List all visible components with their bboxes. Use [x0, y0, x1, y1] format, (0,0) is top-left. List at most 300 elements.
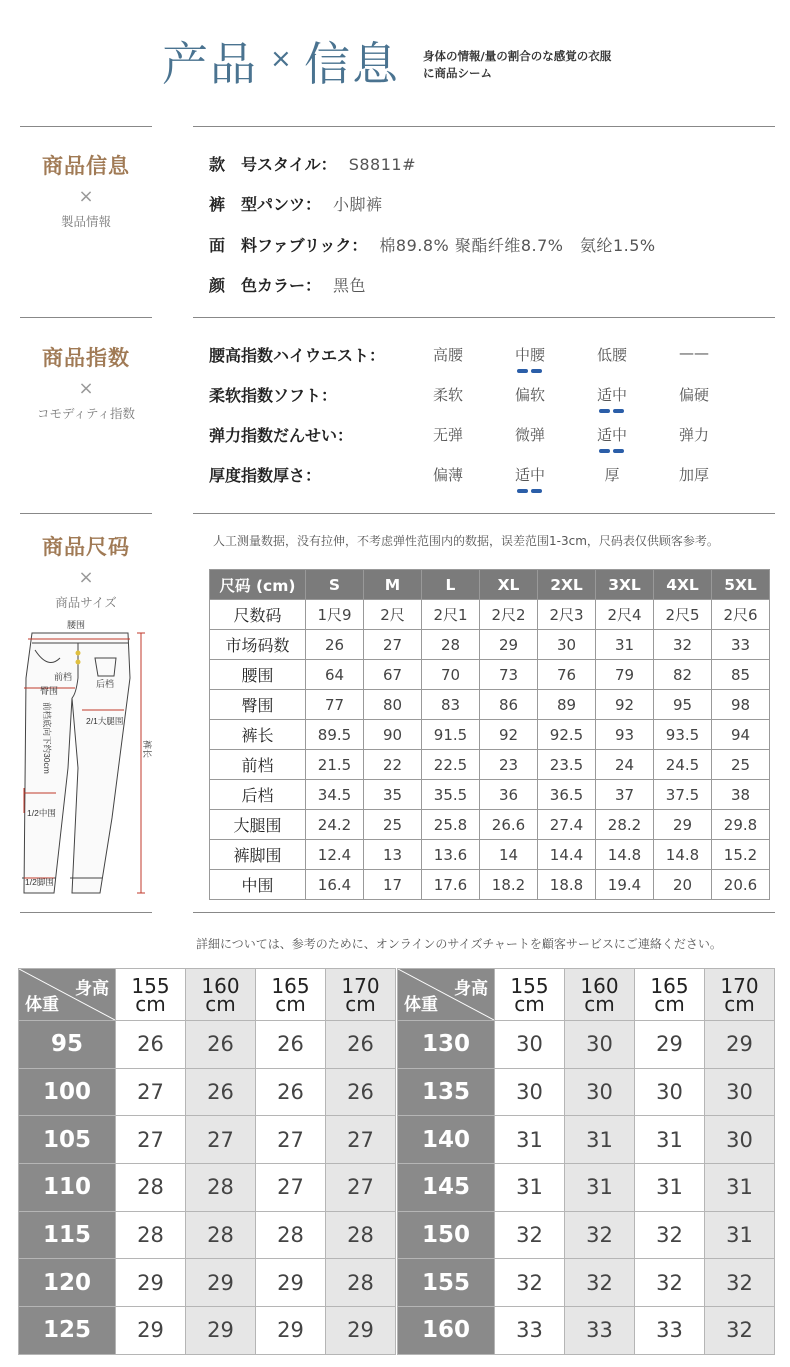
cross-icon: ×: [78, 567, 94, 588]
page-header: [0, 0, 790, 110]
table-cell: 2尺5: [654, 600, 712, 630]
subtitle-line-2: に商品シーム: [423, 66, 492, 80]
weight-cell: 115: [19, 1211, 116, 1259]
table-cell: 22: [364, 750, 422, 780]
table-cell: 1尺9: [306, 600, 364, 630]
row-header: 臀围: [210, 690, 306, 720]
index-option: 适中: [596, 386, 627, 404]
index-label: 柔软指数ソフト：: [209, 386, 338, 405]
table-cell: 64: [306, 660, 364, 690]
table-cell: 91.5: [422, 720, 480, 750]
size-column-header: XL: [480, 570, 538, 600]
size-column-header: 4XL: [654, 570, 712, 600]
table-cell: 22.5: [422, 750, 480, 780]
height-value: 160: [580, 973, 619, 998]
size-cell: 28: [186, 1164, 256, 1212]
table-cell: 13.6: [422, 840, 480, 870]
weight-cell: 130: [398, 1021, 495, 1069]
row-header: 尺数码: [210, 600, 306, 630]
size-cell: 27: [256, 1164, 326, 1212]
height-unit: cm: [275, 991, 306, 1016]
table-cell: 79: [596, 660, 654, 690]
size-cell: 30: [705, 1116, 775, 1164]
size-cell: 28: [326, 1259, 396, 1307]
table-row: [210, 630, 770, 660]
size-cell: 32: [495, 1259, 565, 1307]
table-row: [19, 1068, 396, 1116]
table-row: [19, 1259, 396, 1307]
info-key: 颜 色カラー：: [209, 276, 322, 295]
info-key: 面 料ファブリック：: [209, 236, 368, 255]
divider: [193, 317, 775, 318]
table-row: [19, 1211, 396, 1259]
corner-cell: [19, 969, 116, 1021]
height-header: [256, 969, 326, 1021]
selected-marker-icon: [598, 407, 626, 415]
size-table: [209, 569, 770, 900]
table-row: [398, 1164, 775, 1212]
size-cell: 26: [256, 1021, 326, 1069]
cross-icon: ×: [78, 378, 94, 399]
table-row: [210, 870, 770, 900]
size-cell: 31: [565, 1116, 635, 1164]
pants-label-front-rise: 前档: [54, 672, 73, 682]
table-cell: 85: [712, 660, 770, 690]
weight-cell: 95: [19, 1021, 116, 1069]
table-cell: 35: [364, 780, 422, 810]
table-cell: 37.5: [654, 780, 712, 810]
height-unit: cm: [205, 991, 236, 1016]
size-cell: 27: [186, 1116, 256, 1164]
weight-cell: 120: [19, 1259, 116, 1307]
table-cell: 93.5: [654, 720, 712, 750]
height-header: [116, 969, 186, 1021]
index-option: 高腰: [432, 346, 463, 364]
info-value: S8811#: [348, 155, 416, 174]
table-cell: 18.8: [538, 870, 596, 900]
index-option: 柔软: [432, 386, 463, 404]
table-cell: 2尺: [364, 600, 422, 630]
row-header: 中围: [210, 870, 306, 900]
table-cell: 2尺3: [538, 600, 596, 630]
corner-cell: [398, 969, 495, 1021]
section-info-heading: [20, 150, 152, 230]
height-header: [186, 969, 256, 1021]
weight-cell: 145: [398, 1164, 495, 1212]
size-cell: 31: [565, 1164, 635, 1212]
pants-label-hem: 1/2脚围: [25, 877, 54, 887]
table-cell: 80: [364, 690, 422, 720]
size-cell: 30: [495, 1068, 565, 1116]
table-cell: 27.4: [538, 810, 596, 840]
table-row: [19, 1307, 396, 1355]
index-label: 腰高指数ハイウエスト：: [209, 346, 386, 365]
weight-cell: 100: [19, 1068, 116, 1116]
size-cell: 29: [256, 1259, 326, 1307]
info-value: 小脚裤: [333, 195, 383, 214]
divider: [20, 513, 152, 514]
table-cell: 92: [480, 720, 538, 750]
table-cell: 35.5: [422, 780, 480, 810]
section-title: 商品指数: [42, 346, 130, 370]
row-header: 前档: [210, 750, 306, 780]
table-cell: 2尺6: [712, 600, 770, 630]
size-cell: 26: [186, 1068, 256, 1116]
size-cell: 27: [326, 1164, 396, 1212]
section-subtitle: コモディティ指数: [36, 406, 135, 421]
pants-label-mid: 1/2中围: [27, 808, 56, 818]
table-cell: 67: [364, 660, 422, 690]
hw-header-row: [19, 969, 396, 1021]
info-row-color: [209, 273, 366, 296]
table-cell: 25: [364, 810, 422, 840]
table-cell: 36: [480, 780, 538, 810]
table-cell: 24: [596, 750, 654, 780]
table-cell: 24.2: [306, 810, 364, 840]
index-option: 厚: [604, 466, 620, 484]
table-cell: 26: [306, 630, 364, 660]
table-cell: 77: [306, 690, 364, 720]
weight-cell: 110: [19, 1164, 116, 1212]
height-header: [495, 969, 565, 1021]
index-option: 偏软: [514, 386, 545, 404]
table-cell: 86: [480, 690, 538, 720]
corner-height-label: 身高: [454, 979, 488, 999]
divider: [193, 126, 775, 127]
index-option: 适中: [596, 426, 627, 444]
height-value: 170: [341, 973, 380, 998]
height-value: 155: [510, 973, 549, 998]
index-label: 厚度指数厚さ：: [209, 466, 322, 485]
table-cell: 98: [712, 690, 770, 720]
table-cell: 15.2: [712, 840, 770, 870]
table-cell: 70: [422, 660, 480, 690]
size-column-header: 2XL: [538, 570, 596, 600]
size-column-header: S: [306, 570, 364, 600]
height-value: 165: [650, 973, 689, 998]
height-unit: cm: [584, 991, 615, 1016]
height-unit: cm: [345, 991, 376, 1016]
selected-marker-icon: [598, 447, 626, 455]
size-cell: 32: [705, 1259, 775, 1307]
size-cell: 26: [326, 1021, 396, 1069]
divider: [20, 317, 152, 318]
selected-marker-icon: [516, 487, 544, 495]
size-cell: 31: [635, 1164, 705, 1212]
row-header: 裤脚围: [210, 840, 306, 870]
table-cell: 93: [596, 720, 654, 750]
table-cell: 34.5: [306, 780, 364, 810]
table-cell: 20: [654, 870, 712, 900]
table-cell: 18.2: [480, 870, 538, 900]
weight-cell: 140: [398, 1116, 495, 1164]
table-row: [210, 690, 770, 720]
table-cell: 28: [422, 630, 480, 660]
corner-height-label: 身高: [75, 979, 109, 999]
size-column-header: 尺码 (cm): [210, 570, 306, 600]
size-cell: 28: [186, 1211, 256, 1259]
index-option: 中腰: [514, 346, 545, 364]
row-header: 大腿围: [210, 810, 306, 840]
cross-icon: ×: [78, 186, 94, 207]
size-cell: 28: [116, 1164, 186, 1212]
size-cell: 32: [635, 1259, 705, 1307]
size-cell: 26: [326, 1068, 396, 1116]
selected-marker-icon: [516, 367, 544, 375]
size-cell: 29: [635, 1021, 705, 1069]
index-label: 弹力指数だんせい：: [209, 426, 354, 445]
corner-weight-label: 体重: [404, 995, 438, 1015]
index-option: 微弹: [514, 426, 545, 444]
index-option: 偏硬: [678, 386, 709, 404]
table-row: [210, 780, 770, 810]
size-note: 人工测量数据，没有拉伸，不考虑弹性范围内的数据，误差范围1-3cm，尺码表仅供顾客参考。: [213, 534, 719, 548]
table-cell: 26.6: [480, 810, 538, 840]
section-size-heading: [20, 531, 152, 611]
index-option: 弹力: [678, 426, 709, 444]
row-header: 腰围: [210, 660, 306, 690]
table-cell: 89: [538, 690, 596, 720]
table-cell: 33: [712, 630, 770, 660]
table-cell: 14.8: [596, 840, 654, 870]
height-weight-table-left: [18, 968, 396, 1355]
weight-cell: 105: [19, 1116, 116, 1164]
table-row: [210, 750, 770, 780]
table-cell: 17: [364, 870, 422, 900]
size-cell: 32: [495, 1211, 565, 1259]
table-row: [398, 1307, 775, 1355]
size-cell: 29: [116, 1259, 186, 1307]
pants-label-front-rise-note: 前档底向下约30cm: [42, 702, 52, 774]
row-header: 市场码数: [210, 630, 306, 660]
size-cell: 26: [116, 1021, 186, 1069]
table-row: [210, 840, 770, 870]
index-option: 适中: [514, 466, 545, 484]
table-cell: 21.5: [306, 750, 364, 780]
info-row-pants: [209, 192, 383, 215]
pants-label-thigh: 2/1大腿围: [86, 716, 124, 726]
height-header: [326, 969, 396, 1021]
table-cell: 92: [596, 690, 654, 720]
size-cell: 27: [256, 1116, 326, 1164]
table-cell: 29.8: [712, 810, 770, 840]
corner-weight-label: 体重: [25, 995, 59, 1015]
size-cell: 27: [326, 1116, 396, 1164]
table-cell: 73: [480, 660, 538, 690]
weight-cell: 150: [398, 1211, 495, 1259]
table-cell: 2尺2: [480, 600, 538, 630]
table-cell: 32: [654, 630, 712, 660]
size-column-header: 5XL: [712, 570, 770, 600]
info-value: 棉89.8% 聚酯纤维8.7% 氨纶1.5%: [379, 236, 656, 255]
divider: [20, 912, 152, 913]
table-cell: 27: [364, 630, 422, 660]
table-cell: 23: [480, 750, 538, 780]
table-row: [398, 1068, 775, 1116]
height-value: 170: [720, 973, 759, 998]
size-cell: 26: [256, 1068, 326, 1116]
index-option: 低腰: [596, 346, 627, 364]
table-cell: 94: [712, 720, 770, 750]
table-cell: 17.6: [422, 870, 480, 900]
size-cell: 32: [705, 1307, 775, 1355]
table-cell: 14.8: [654, 840, 712, 870]
section-index-heading: [20, 342, 152, 422]
size-cell: 32: [565, 1211, 635, 1259]
size-cell: 29: [186, 1259, 256, 1307]
size-cell: 28: [256, 1211, 326, 1259]
pants-label-back-rise: 后档: [96, 679, 115, 689]
hw-note: 詳細については、参考のために、オンラインのサイズチャートを顧客サービスにご連絡ください。: [196, 937, 722, 951]
index-option: 加厚: [678, 466, 709, 484]
height-unit: cm: [654, 991, 685, 1016]
size-cell: 29: [186, 1307, 256, 1355]
size-cell: 28: [116, 1211, 186, 1259]
pants-label-length: 裤长: [142, 740, 152, 759]
size-cell: 26: [186, 1021, 256, 1069]
height-weight-table-right: [397, 968, 775, 1355]
table-cell: 37: [596, 780, 654, 810]
section-title: 商品尺码: [42, 535, 130, 559]
size-cell: 33: [565, 1307, 635, 1355]
size-cell: 32: [635, 1211, 705, 1259]
index-option: 无弹: [432, 426, 463, 444]
table-cell: 20.6: [712, 870, 770, 900]
size-cell: 30: [635, 1068, 705, 1116]
row-header: 裤长: [210, 720, 306, 750]
size-cell: 28: [326, 1211, 396, 1259]
table-row: [398, 1259, 775, 1307]
size-column-header: 3XL: [596, 570, 654, 600]
table-cell: 83: [422, 690, 480, 720]
table-cell: 16.4: [306, 870, 364, 900]
section-subtitle: 商品サイズ: [55, 595, 117, 610]
size-cell: 31: [495, 1116, 565, 1164]
height-header: [705, 969, 775, 1021]
size-cell: 31: [495, 1164, 565, 1212]
table-cell: 14: [480, 840, 538, 870]
pants-label-waist: 腰围: [67, 620, 86, 630]
size-cell: 27: [116, 1068, 186, 1116]
size-cell: 30: [495, 1021, 565, 1069]
table-cell: 13: [364, 840, 422, 870]
table-cell: 19.4: [596, 870, 654, 900]
info-row-style: [209, 152, 416, 175]
table-cell: 2尺4: [596, 600, 654, 630]
table-cell: 28.2: [596, 810, 654, 840]
index-option: 偏薄: [432, 466, 463, 484]
size-cell: 33: [635, 1307, 705, 1355]
height-header: [565, 969, 635, 1021]
hw-header-row: [398, 969, 775, 1021]
table-row: [210, 600, 770, 630]
table-cell: 36.5: [538, 780, 596, 810]
weight-cell: 135: [398, 1068, 495, 1116]
info-row-fabric: [209, 233, 656, 256]
weight-cell: 160: [398, 1307, 495, 1355]
height-unit: cm: [514, 991, 545, 1016]
height-unit: cm: [724, 991, 755, 1016]
divider: [193, 513, 775, 514]
size-table-header: [210, 570, 770, 600]
header-subtitle: [423, 48, 611, 82]
height-header: [635, 969, 705, 1021]
table-cell: 95: [654, 690, 712, 720]
table-cell: 92.5: [538, 720, 596, 750]
divider: [193, 912, 775, 913]
table-cell: 12.4: [306, 840, 364, 870]
table-row: [210, 720, 770, 750]
section-title: 商品信息: [42, 154, 130, 178]
table-cell: 2尺1: [422, 600, 480, 630]
subtitle-line-1: 身体の情報/量の割合のな感覚の衣服: [423, 49, 612, 63]
table-row: [210, 810, 770, 840]
size-cell: 29: [256, 1307, 326, 1355]
weight-cell: 125: [19, 1307, 116, 1355]
table-cell: 23.5: [538, 750, 596, 780]
size-cell: 31: [635, 1116, 705, 1164]
size-cell: 33: [495, 1307, 565, 1355]
index-option: ——: [679, 344, 709, 362]
pants-diagram: [20, 618, 160, 898]
info-key: 款 号スタイル：: [209, 155, 337, 174]
table-row: [398, 1211, 775, 1259]
size-cell: 29: [326, 1307, 396, 1355]
table-cell: 29: [654, 810, 712, 840]
table-cell: 90: [364, 720, 422, 750]
title-left: 产品: [162, 37, 258, 91]
info-value: 黑色: [333, 276, 367, 295]
table-cell: 25: [712, 750, 770, 780]
size-cell: 30: [705, 1068, 775, 1116]
table-row: [398, 1116, 775, 1164]
table-cell: 82: [654, 660, 712, 690]
size-column-header: L: [422, 570, 480, 600]
height-unit: cm: [135, 991, 166, 1016]
table-cell: 76: [538, 660, 596, 690]
table-cell: 38: [712, 780, 770, 810]
size-cell: 30: [565, 1021, 635, 1069]
size-cell: 27: [116, 1116, 186, 1164]
size-cell: 29: [116, 1307, 186, 1355]
table-cell: 14.4: [538, 840, 596, 870]
table-cell: 29: [480, 630, 538, 660]
size-cell: 31: [705, 1164, 775, 1212]
table-row: [19, 1116, 396, 1164]
table-row: [210, 660, 770, 690]
table-cell: 24.5: [654, 750, 712, 780]
size-cell: 30: [565, 1068, 635, 1116]
size-cell: 32: [565, 1259, 635, 1307]
table-row: [19, 1164, 396, 1212]
title-cross: ×: [270, 44, 292, 74]
table-cell: 25.8: [422, 810, 480, 840]
pants-label-hip: 臀围: [40, 686, 59, 696]
divider: [20, 126, 152, 127]
height-value: 160: [201, 973, 240, 998]
table-cell: 89.5: [306, 720, 364, 750]
height-value: 155: [131, 973, 170, 998]
table-row: [398, 1021, 775, 1069]
info-key: 裤 型パンツ：: [209, 195, 322, 214]
size-cell: 29: [705, 1021, 775, 1069]
section-subtitle: 製品情報: [60, 214, 111, 229]
title-right: 信息: [304, 37, 400, 91]
table-cell: 31: [596, 630, 654, 660]
table-cell: 30: [538, 630, 596, 660]
weight-cell: 155: [398, 1259, 495, 1307]
size-cell: 31: [705, 1211, 775, 1259]
